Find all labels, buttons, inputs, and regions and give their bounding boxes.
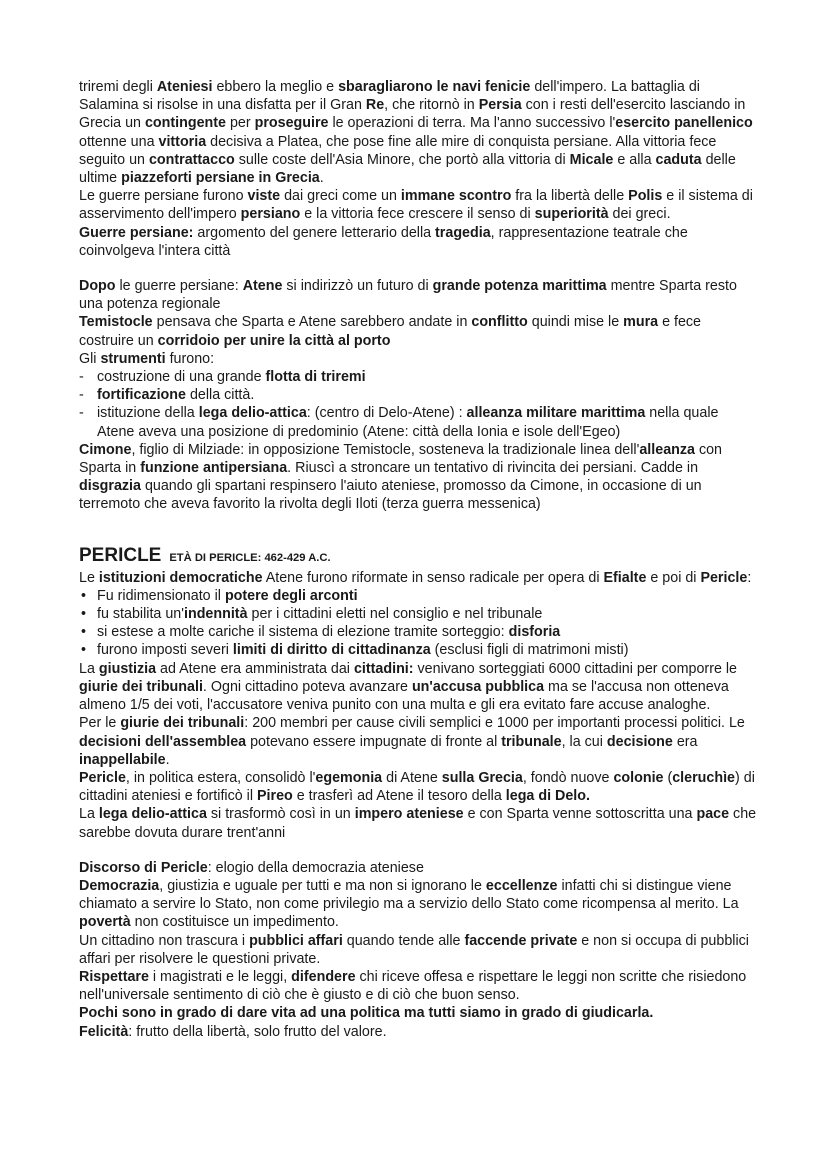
paragraph-pochi — [79, 1004, 758, 1022]
text-run: non costituisce un impedimento. — [130, 914, 339, 931]
text-run: La — [79, 660, 99, 677]
bold-text: egemonia — [315, 769, 383, 786]
text-run: furono: — [165, 350, 215, 367]
bold-text: Persia — [478, 97, 522, 114]
text-run: che sarebbe dovuta durare trent'anni — [79, 806, 757, 841]
section-title: PERICLE — [79, 544, 162, 566]
bold-text: lega di Delo. — [505, 788, 590, 805]
bold-text: Micale — [569, 151, 614, 168]
text-run: e la vittoria fece crescere il senso di — [300, 206, 535, 223]
bold-text: immane scontro — [400, 188, 512, 205]
bold-text: difendere — [291, 968, 356, 985]
bold-text: pubblici affari — [249, 932, 343, 949]
bold-text: Re — [365, 97, 385, 114]
text-run: , figlio di Milziade: in opposizione Temistocle, sosteneva la tradizionale linea dell' — [131, 441, 640, 458]
bold-text: limiti di diritto di cittadinanza — [232, 642, 431, 659]
text-run: e alla — [613, 151, 656, 168]
bold-text: cleruchìe — [672, 769, 736, 786]
section-heading — [79, 545, 758, 569]
text-run: argomento del genere letterario della — [193, 224, 436, 241]
bold-text: strumenti — [100, 350, 166, 367]
bold-text: Temistocle — [79, 314, 153, 331]
text-run: La — [79, 806, 99, 823]
text-run: (esclusi figli di matrimoni misti) — [430, 642, 629, 659]
strumenti-list — [79, 368, 758, 441]
bold-text: giurie dei tribunali — [79, 678, 203, 695]
text-run: . — [165, 751, 170, 768]
bold-text: decisioni dell'assemblea — [79, 733, 247, 750]
bold-text: giurie dei tribunali — [120, 715, 245, 732]
bold-text: flotta di triremi — [265, 369, 366, 386]
text-run: le guerre persiane: — [115, 278, 243, 295]
text-run: . Ogni cittadino poteva avanzare — [202, 678, 412, 695]
bold-text: superiorità — [534, 206, 609, 223]
paragraph-lega-impero — [79, 805, 758, 841]
bold-text: Felicità — [79, 1023, 129, 1040]
text-run: di Atene — [382, 769, 442, 786]
bold-text: alleanza militare marittima — [466, 405, 646, 422]
bold-text: tribunale — [501, 733, 562, 750]
text-run: e il sistema di asservimento dell'impero — [79, 188, 753, 223]
text-run: : — [747, 569, 752, 586]
text-run: delle ultime — [79, 151, 736, 187]
text-run: Per le — [79, 715, 121, 732]
text-run: , in politica estera, consolidò l' — [125, 769, 316, 786]
bold-text: eccellenze — [485, 877, 558, 894]
bold-text: pace — [696, 806, 730, 823]
text-run: : elogio della democrazia ateniese — [207, 859, 424, 876]
bold-text: viste — [247, 188, 281, 205]
bold-text: Rispettare — [79, 968, 149, 985]
bold-text: un'accusa pubblica — [411, 678, 545, 695]
bold-text: Guerre persiane: — [79, 224, 194, 241]
bold-text: colonie — [613, 769, 664, 786]
bold-text: Efialte — [603, 569, 647, 586]
list-item — [79, 404, 758, 440]
bold-text: povertà — [79, 914, 131, 931]
text-run: ( — [663, 769, 673, 786]
bullet-icon: • — [81, 624, 87, 641]
bold-text: sulla Grecia — [441, 769, 523, 786]
text-run: Le — [79, 569, 99, 586]
text-run: quindi mise le — [527, 314, 624, 331]
text-run: della città. — [185, 387, 255, 404]
text-run: , la cui — [561, 733, 607, 750]
text-run: pensava che Sparta e Atene sarebbero andate in — [152, 314, 472, 331]
text-run: le operazioni di terra. Ma l'anno successivo l' — [328, 115, 616, 132]
text-run: mentre Sparta resto una potenza regionale — [79, 278, 737, 313]
text-run: furono imposti severi — [97, 642, 233, 659]
bold-text: persiano — [240, 206, 301, 223]
list-item — [79, 605, 758, 623]
bold-text: contingente — [144, 115, 226, 132]
bold-text: Ateniesi — [156, 79, 213, 95]
text-run: Atene furono riformate in senso radicale per opera di — [262, 569, 604, 586]
text-run: i magistrati e le leggi, — [148, 968, 292, 985]
text-run: per — [225, 115, 255, 132]
text-run: fu stabilita un' — [97, 606, 184, 623]
text-run: ad Atene era amministrata dai — [156, 660, 354, 677]
bold-text: faccende private — [464, 932, 578, 949]
text-run: con Sparta in — [79, 441, 723, 477]
bold-text: Pericle — [700, 569, 748, 586]
paragraph-cimone — [79, 441, 758, 514]
paragraph-strumenti — [79, 350, 758, 368]
bold-text: impero ateniese — [354, 806, 464, 823]
text-run: quando tende alle — [342, 932, 465, 949]
text-run: si trasformò così in un — [206, 806, 355, 823]
bold-text: Dopo — [79, 278, 116, 295]
bold-text: lega delio-attica — [198, 405, 307, 422]
list-item — [79, 641, 758, 659]
bold-text: sbaragliarono le navi fenicie — [338, 79, 531, 95]
text-run: Le guerre persiane furono — [79, 188, 248, 205]
bold-text: contrattacco — [148, 151, 235, 168]
paragraph-giustizia — [79, 660, 758, 715]
paragraph-dopo-guerre — [79, 277, 758, 313]
bold-text: Democrazia — [79, 877, 160, 894]
dash-icon: - — [79, 405, 84, 422]
bold-text: funzione antipersiana — [140, 460, 288, 477]
text-run: ma se l'accusa non otteneva almeno 1/5 dei voti, l'accusatore veniva punito con una multa e gli era evitato fare accuse analoghe. — [79, 678, 729, 714]
text-run: ebbero la meglio e — [212, 79, 339, 95]
text-run: era — [672, 733, 698, 750]
riforme-list — [79, 587, 758, 660]
paragraph-pubblici-affari — [79, 932, 758, 968]
bold-text: Pireo — [257, 788, 293, 805]
bold-text: lega delio-attica — [98, 806, 207, 823]
text-run: e fece costruire un — [79, 314, 702, 349]
bold-text: caduta — [655, 151, 702, 168]
bold-text: Cimone — [79, 441, 132, 458]
bold-text: proseguire — [254, 115, 329, 132]
bullet-icon: • — [81, 587, 87, 604]
text-run: dei greci. — [608, 206, 671, 223]
text-run: . — [319, 170, 324, 187]
text-run: si estese a molte cariche il sistema di elezione tramite sorteggio: — [97, 624, 509, 641]
bold-text: Pericle — [79, 769, 126, 786]
paragraph-democrazia — [79, 877, 758, 932]
text-run: istituzione della — [97, 405, 199, 422]
text-run: , giustizia e uguale per tutti e ma non si ignorano le — [159, 877, 486, 894]
bold-text: alleanza — [639, 441, 695, 458]
paragraph-politica-estera — [79, 769, 758, 805]
bold-text: Discorso di Pericle — [79, 859, 208, 876]
bold-text: fortificazione — [97, 387, 186, 404]
text-run: Un cittadino non trascura i — [79, 932, 250, 949]
bold-text: istituzioni democratiche — [98, 569, 263, 586]
bold-text: conflitto — [471, 314, 528, 331]
list-item — [79, 386, 758, 404]
text-run: , fondò nuove — [522, 769, 614, 786]
text-run: e trasferì ad Atene il tesoro della — [292, 788, 506, 805]
dash-icon: - — [79, 369, 84, 386]
text-run: con i resti dell'esercito lasciando in Grecia un — [79, 97, 746, 132]
text-run: Gli — [79, 350, 101, 367]
paragraph-istituzioni — [79, 569, 758, 587]
text-run: venivano sorteggiati 6000 cittadini per comporre le — [413, 660, 738, 677]
bullet-icon: • — [81, 642, 87, 659]
bold-text: esercito panellenico — [615, 115, 753, 132]
text-run: . Riuscì a stroncare un tentativo di rivincita dei persiani. Cadde in — [287, 460, 699, 477]
paragraph-giurie — [79, 714, 758, 769]
text-run: e poi di — [646, 569, 701, 586]
text-run: costruzione di una grande — [97, 369, 266, 386]
bold-text: cittadini: — [353, 660, 414, 677]
paragraph-discorso-pericle — [79, 859, 758, 877]
text-run: chi riceve offesa e rispettare le leggi non scritte che risiedono nell'universale sentimento di ciò che è giusto e di ciò che buon senso. — [79, 968, 747, 1004]
text-run: nella quale Atene aveva una posizione di predominio (Atene: città della Ionia e isole dell'Egeo) — [97, 405, 719, 440]
text-run: fra la libertà delle — [511, 188, 629, 205]
bold-text: inappellabile — [79, 751, 166, 768]
text-run: e con Sparta venne sottoscritta una — [463, 806, 697, 823]
text-run: Fu ridimensionato il — [97, 587, 225, 604]
text-run: ottenne una — [79, 133, 159, 150]
text-run: quando gli spartani respinsero l'aiuto ateniese, promosso da Cimone, in occasione di un terremoto che aveva favorito la rivolta degli Iloti (terza guerra messenica) — [79, 478, 702, 513]
bold-text: indennità — [183, 606, 248, 623]
text-run: e non si occupa di pubblici affari per risolvere le questioni private. — [79, 932, 749, 967]
bold-text: mura — [623, 314, 659, 331]
section-subtitle: ETÀ DI PERICLE: 462-429 A.C. — [169, 551, 331, 564]
text-run: triremi degli — [79, 79, 157, 95]
text-run: : frutto della libertà, solo frutto del valore. — [128, 1023, 387, 1040]
list-item — [79, 623, 758, 641]
text-run: , che ritornò in — [384, 97, 479, 114]
paragraph-guerre-persiane-viste — [79, 187, 758, 223]
paragraph-felicita — [79, 1023, 758, 1041]
bullet-icon: • — [81, 606, 87, 623]
text-run: sulle coste dell'Asia Minore, che portò alla vittoria di — [234, 151, 570, 168]
text-run: infatti chi si distingue viene chiamato a servire lo Stato, non come privilegio ma a servizio dello Stato come ricompensa al merito. La — [79, 877, 739, 913]
paragraph-rispettare — [79, 968, 758, 1004]
bold-text: vittoria — [158, 133, 207, 150]
bold-text: disgrazia — [79, 478, 141, 495]
spacer — [79, 514, 758, 545]
dash-icon: - — [79, 387, 84, 404]
list-item — [79, 368, 758, 386]
bold-text: Atene — [242, 278, 283, 295]
text-run: : (centro di Delo-Atene) : — [306, 405, 467, 422]
text-run: ) di cittadini ateniesi e fortificò il — [79, 769, 755, 805]
paragraph-salamina — [79, 78, 758, 187]
bold-text: Polis — [628, 188, 663, 205]
bold-text: piazzeforti persiane in Grecia — [121, 170, 320, 187]
bold-text: disforia — [508, 624, 561, 641]
bold-text: corridoio per unire la città al porto — [157, 332, 391, 349]
paragraph-temistocle — [79, 313, 758, 349]
text-run: potevano essere impugnate di fronte al — [246, 733, 502, 750]
text-run: per i cittadini eletti nel consiglio e nel tribunale — [247, 606, 543, 623]
bold-text: Pochi sono in grado di dare vita ad una politica ma tutti siamo in grado di giudicarla. — [79, 1005, 654, 1022]
text-run: dai greci come un — [280, 188, 401, 205]
spacer — [79, 842, 758, 859]
spacer — [79, 260, 758, 277]
bold-text: tragedia — [435, 224, 491, 241]
paragraph-tragedia — [79, 224, 758, 260]
list-item — [79, 587, 758, 605]
text-run: decisiva a Platea, che pose fine alle mire di conquista persiane. Alla vittoria fece seguito un — [79, 133, 717, 168]
text-run: : 200 membri per cause civili semplici e 1000 per importanti processi politici. Le — [244, 715, 745, 732]
bold-text: potere degli arconti — [224, 587, 358, 604]
bold-text: decisione — [606, 733, 673, 750]
text-run: dell'impero. La battaglia di Salamina si risolse in una disfatta per il Gran — [79, 79, 700, 114]
text-run: si indirizzò un futuro di — [282, 278, 433, 295]
bold-text: grande potenza marittima — [432, 278, 607, 295]
text-run: , rappresentazione teatrale che coinvolgeva l'intera città — [79, 224, 688, 259]
bold-text: giustizia — [98, 660, 157, 677]
